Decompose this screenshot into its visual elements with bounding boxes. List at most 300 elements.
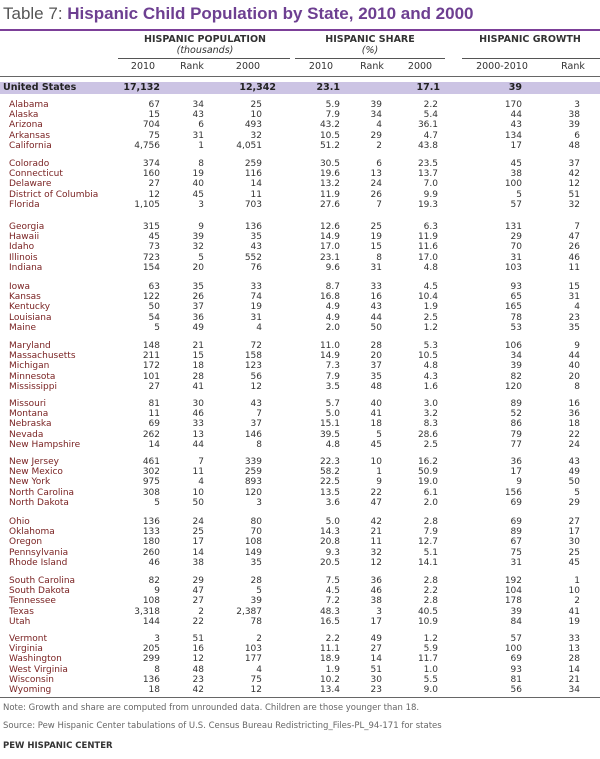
- pop-2010: 18: [148, 684, 160, 695]
- share-2010: 22.5: [319, 477, 340, 488]
- table-row: [0, 430, 600, 440]
- source-text: Source: Pew Hispanic Center tabulations of U.S. Census Bureau Redistricting_Files-PL_94-171 for states: [3, 721, 442, 731]
- table-row: [0, 675, 600, 685]
- share-2010: 13.5: [319, 487, 340, 498]
- share-2000: 2.2: [423, 586, 438, 597]
- share-2010: 10.5: [319, 130, 340, 141]
- growth-rank: 42: [568, 169, 580, 180]
- table-row: [0, 222, 600, 232]
- table-row: [0, 617, 600, 627]
- share-2010: 5.0: [325, 517, 340, 527]
- share-2000: 10.4: [417, 292, 438, 303]
- share-2010: 14.3: [319, 527, 340, 538]
- table-row: [0, 685, 600, 695]
- pop-rank: 11: [192, 467, 204, 478]
- state-block: [0, 457, 600, 508]
- growth-pct: 52: [510, 409, 522, 420]
- share-rank: 12: [370, 557, 382, 568]
- pop-rank: 9: [198, 222, 204, 232]
- share-rank: 51: [370, 664, 382, 675]
- page-title: [3, 4, 474, 30]
- share-2000: 5.5: [423, 674, 438, 685]
- growth-rank: 49: [568, 467, 580, 478]
- state-name: Georgia: [9, 222, 45, 232]
- state-name: Montana: [9, 409, 49, 420]
- share-rank: 30: [370, 674, 382, 685]
- share-2000: 28.6: [417, 429, 438, 440]
- col-growth-rank: Rank: [561, 61, 585, 72]
- pop-2000: 703: [244, 199, 262, 210]
- state-block: [0, 576, 600, 627]
- table-row: [0, 477, 600, 487]
- growth-rank: 43: [568, 457, 580, 467]
- us-pop-2010: 17,132: [123, 82, 160, 93]
- pop-rank: 30: [192, 399, 204, 409]
- pop-rank: 1: [198, 140, 204, 151]
- share-2010: 27.6: [319, 199, 340, 210]
- pop-rank: 5: [198, 252, 204, 263]
- share-rank: 24: [370, 179, 382, 190]
- growth-rank: 3: [574, 100, 580, 110]
- share-rank: 9: [376, 477, 382, 488]
- pop-2010: 180: [142, 537, 160, 548]
- table-row: [0, 110, 600, 120]
- pop-rank: 12: [192, 654, 204, 665]
- share-2010: 58.2: [319, 467, 340, 478]
- pop-2000: 146: [244, 429, 262, 440]
- pop-2000: 259: [244, 159, 262, 169]
- pop-rank: 37: [192, 302, 204, 313]
- pop-2010: 136: [142, 517, 160, 527]
- pop-2000: 5: [256, 586, 262, 597]
- population-underline: [118, 58, 290, 59]
- share-rank: 1: [376, 467, 382, 478]
- pop-2000: 136: [244, 222, 262, 232]
- pop-2010: 975: [142, 477, 160, 488]
- share-2000: 5.3: [423, 341, 438, 351]
- pop-rank: 29: [192, 576, 204, 586]
- growth-pct: 75: [510, 547, 522, 558]
- share-2000: 5.1: [423, 547, 438, 558]
- table-row: [0, 131, 600, 141]
- share-2000: 36.1: [417, 120, 438, 131]
- pop-2000: 2,387: [236, 606, 262, 617]
- share-2000: 4.7: [423, 130, 438, 141]
- table-row: [0, 190, 600, 200]
- state-name: Connecticut: [9, 169, 63, 180]
- growth-rank: 4: [574, 302, 580, 313]
- share-2000: 5.9: [423, 644, 438, 655]
- growth-pct: 31: [510, 252, 522, 263]
- table-row: [0, 644, 600, 654]
- growth-pct: 17: [510, 467, 522, 478]
- share-2000: 23.5: [417, 159, 438, 169]
- us-name: United States: [3, 82, 77, 93]
- pop-2000: 80: [250, 517, 262, 527]
- state-name: Alaska: [9, 110, 39, 121]
- pop-2010: 14: [148, 439, 160, 450]
- growth-pct: 57: [510, 199, 522, 210]
- pop-2000: 33: [250, 282, 262, 292]
- state-name: Nevada: [9, 429, 44, 440]
- pop-2010: 172: [142, 361, 160, 372]
- pop-rank: 14: [192, 547, 204, 558]
- share-rank: 45: [370, 439, 382, 450]
- pop-2000: 3: [256, 497, 262, 508]
- growth-rank: 10: [568, 586, 580, 597]
- pop-rank: 51: [192, 634, 204, 644]
- share-2010: 7.3: [325, 361, 340, 372]
- share-2000: 7.9: [423, 527, 438, 538]
- pop-2010: 308: [142, 487, 160, 498]
- share-2000: 17.0: [417, 252, 438, 263]
- share-rank: 40: [370, 399, 382, 409]
- share-2010: 20.8: [319, 537, 340, 548]
- title-rule: [0, 29, 600, 31]
- share-rank: 35: [370, 371, 382, 382]
- pop-rank: 46: [192, 409, 204, 420]
- pop-rank: 2: [198, 606, 204, 617]
- state-name: Arizona: [9, 120, 43, 131]
- state-name: Massachusetts: [9, 351, 76, 362]
- growth-pct: 65: [510, 292, 522, 303]
- pop-2000: 893: [244, 477, 262, 488]
- growth-pct: 131: [504, 222, 522, 232]
- growth-rank: 30: [568, 537, 580, 548]
- growth-rank: 17: [568, 527, 580, 538]
- growth-rank: 22: [568, 429, 580, 440]
- share-2000: 40.5: [417, 606, 438, 617]
- pop-2000: 31: [250, 312, 262, 323]
- state-block: [0, 517, 600, 568]
- state-block: [0, 222, 600, 273]
- state-block: [0, 282, 600, 333]
- pop-rank: 47: [192, 586, 204, 597]
- growth-pct: 120: [504, 381, 522, 392]
- pop-2000: 32: [250, 130, 262, 141]
- share-2000: 8.3: [423, 419, 438, 430]
- pop-rank: 15: [192, 351, 204, 362]
- table-row: [0, 457, 600, 467]
- share-2010: 3.6: [325, 497, 340, 508]
- growth-rank: 26: [568, 242, 580, 253]
- share-2010: 8.7: [325, 282, 340, 292]
- share-2000: 1.9: [423, 302, 438, 313]
- growth-rank: 51: [568, 189, 580, 200]
- share-2010: 5.7: [325, 399, 340, 409]
- pop-2010: 46: [148, 557, 160, 568]
- table-row: [0, 159, 600, 169]
- share-2000: 4.8: [423, 262, 438, 273]
- pop-2000: 43: [250, 399, 262, 409]
- share-rank: 11: [370, 537, 382, 548]
- state-name: New Jersey: [9, 457, 59, 467]
- share-2010: 39.5: [319, 429, 340, 440]
- state-name: Mississippi: [9, 381, 57, 392]
- share-rank: 41: [370, 409, 382, 420]
- pop-2010: 299: [142, 654, 160, 665]
- growth-rank: 24: [568, 439, 580, 450]
- table-title: Hispanic Child Population by State, 2010 and 2000: [67, 4, 474, 23]
- pop-2010: 11: [148, 409, 160, 420]
- share-rank: 19: [370, 232, 382, 243]
- pop-2000: 39: [250, 596, 262, 607]
- state-name: District of Columbia: [9, 189, 99, 200]
- share-2000: 19.3: [417, 199, 438, 210]
- growth-rank: 41: [568, 606, 580, 617]
- share-2000: 2.8: [423, 596, 438, 607]
- pop-2010: 4,756: [134, 140, 160, 151]
- pop-rank: 35: [192, 282, 204, 292]
- pop-rank: 44: [192, 439, 204, 450]
- share-rank: 22: [370, 487, 382, 498]
- growth-pct: 56: [510, 684, 522, 695]
- share-rank: 36: [370, 576, 382, 586]
- bottom-rule: [0, 697, 600, 698]
- pop-2000: 35: [250, 232, 262, 243]
- pop-2010: 461: [142, 457, 160, 467]
- share-underline: [295, 58, 445, 59]
- pop-rank: 45: [192, 189, 204, 200]
- growth-pct: 165: [504, 302, 522, 313]
- share-2000: 5.4: [423, 110, 438, 121]
- state-block: [0, 159, 600, 210]
- pop-rank: 49: [192, 322, 204, 333]
- pop-2010: 211: [142, 351, 160, 362]
- share-2010: 5.9: [325, 100, 340, 110]
- pop-2000: 72: [250, 341, 262, 351]
- growth-pct: 57: [510, 634, 522, 644]
- share-rank: 13: [370, 169, 382, 180]
- state-name: Alabama: [9, 100, 49, 110]
- pop-2010: 262: [142, 429, 160, 440]
- share-2010: 16.5: [319, 616, 340, 627]
- growth-pct: 93: [510, 664, 522, 675]
- growth-pct: 9: [516, 477, 522, 488]
- pop-rank: 38: [192, 557, 204, 568]
- share-2010: 9.3: [325, 547, 340, 558]
- state-name: Pennsylvania: [9, 547, 69, 558]
- state-name: Utah: [9, 616, 31, 627]
- us-share-2000: 17.1: [416, 82, 440, 93]
- growth-rank: 48: [568, 140, 580, 151]
- share-rank: 37: [370, 361, 382, 372]
- state-name: Louisiana: [9, 312, 52, 323]
- table-row: [0, 517, 600, 527]
- pop-rank: 36: [192, 312, 204, 323]
- growth-pct: 36: [510, 457, 522, 467]
- pop-2010: 67: [148, 100, 160, 110]
- pop-2000: 4: [256, 664, 262, 675]
- table-row: [0, 141, 600, 151]
- share-2010: 19.6: [319, 169, 340, 180]
- share-2010: 23.1: [319, 252, 340, 263]
- growth-pct: 53: [510, 322, 522, 333]
- pop-2010: 1,105: [134, 199, 160, 210]
- share-2010: 14.9: [319, 232, 340, 243]
- table-row: [0, 100, 600, 110]
- pop-rank: 33: [192, 419, 204, 430]
- col-share-2010: 2010: [308, 61, 334, 72]
- state-name: California: [9, 140, 52, 151]
- growth-pct: 86: [510, 419, 522, 430]
- pop-2010: 160: [142, 169, 160, 180]
- pop-2000: 149: [244, 547, 262, 558]
- share-2010: 7.2: [325, 596, 340, 607]
- state-name: North Carolina: [9, 487, 75, 498]
- growth-rank: 14: [568, 664, 580, 675]
- share-2000: 13.7: [417, 169, 438, 180]
- growth-rank: 2: [574, 596, 580, 607]
- state-name: Washington: [9, 654, 62, 665]
- pop-2000: 4,051: [236, 140, 262, 151]
- pop-2010: 154: [142, 262, 160, 273]
- pop-2000: 116: [244, 169, 262, 180]
- pop-2010: 144: [142, 616, 160, 627]
- growth-rank: 9: [574, 341, 580, 351]
- table-row: [0, 242, 600, 252]
- share-2000: 10.5: [417, 351, 438, 362]
- state-name: Wyoming: [9, 684, 52, 695]
- pop-rank: 26: [192, 292, 204, 303]
- share-rank: 49: [370, 634, 382, 644]
- pop-rank: 48: [192, 664, 204, 675]
- pop-rank: 27: [192, 596, 204, 607]
- state-name: Arkansas: [9, 130, 51, 141]
- pop-2000: 28: [250, 576, 262, 586]
- table-label: Table 7:: [3, 4, 63, 23]
- growth-pct: 106: [504, 341, 522, 351]
- state-name: Illinois: [9, 252, 38, 263]
- share-2010: 4.5: [325, 586, 340, 597]
- share-2010: 7.9: [325, 371, 340, 382]
- table-row: [0, 282, 600, 292]
- state-name: Wisconsin: [9, 674, 54, 685]
- pop-2010: 81: [148, 399, 160, 409]
- share-2000: 43.8: [417, 140, 438, 151]
- share-2000: 19.0: [417, 477, 438, 488]
- share-rank: 10: [370, 457, 382, 467]
- share-2000: 11.9: [417, 232, 438, 243]
- share-2000: 4.3: [423, 371, 438, 382]
- pop-2000: 7: [256, 409, 262, 420]
- group-header-growth: [460, 34, 600, 45]
- growth-rank: 13: [568, 644, 580, 655]
- share-rank: 34: [370, 110, 382, 121]
- share-2010: 11.1: [319, 644, 340, 655]
- growth-rank: 1: [574, 576, 580, 586]
- pop-2000: 75: [250, 674, 262, 685]
- table-row: [0, 527, 600, 537]
- share-2010: 22.3: [319, 457, 340, 467]
- pop-rank: 4: [198, 477, 204, 488]
- share-2000: 10.9: [417, 616, 438, 627]
- growth-pct: 69: [510, 497, 522, 508]
- growth-pct: 134: [504, 130, 522, 141]
- pop-2000: 103: [244, 644, 262, 655]
- population-group-title: HISPANIC POPULATION: [144, 34, 266, 45]
- growth-pct: 34: [510, 351, 522, 362]
- state-name: Kansas: [9, 292, 41, 303]
- table-row: [0, 323, 600, 333]
- pop-2000: 8: [256, 439, 262, 450]
- pop-2010: 374: [142, 159, 160, 169]
- pop-rank: 8: [198, 159, 204, 169]
- share-2010: 48.3: [319, 606, 340, 617]
- growth-pct: 84: [510, 616, 522, 627]
- pop-2010: 133: [142, 527, 160, 538]
- share-rank: 42: [370, 517, 382, 527]
- growth-pct: 178: [504, 596, 522, 607]
- growth-pct: 77: [510, 439, 522, 450]
- state-name: Virginia: [9, 644, 43, 655]
- pop-2010: 9: [154, 586, 160, 597]
- pop-2000: 78: [250, 616, 262, 627]
- pop-rank: 50: [192, 497, 204, 508]
- pop-2000: 43: [250, 242, 262, 253]
- growth-rank: 37: [568, 159, 580, 169]
- pop-2010: 54: [148, 312, 160, 323]
- growth-rank: 32: [568, 199, 580, 210]
- us-share-2010: 23.1: [316, 82, 340, 93]
- share-rank: 38: [370, 596, 382, 607]
- growth-rank: 44: [568, 351, 580, 362]
- growth-rank: 25: [568, 547, 580, 558]
- growth-pct: 93: [510, 282, 522, 292]
- share-rank: 32: [370, 547, 382, 558]
- growth-rank: 29: [568, 497, 580, 508]
- pop-2000: 10: [250, 110, 262, 121]
- state-name: Tennessee: [9, 596, 56, 607]
- share-rank: 29: [370, 130, 382, 141]
- growth-pct: 38: [510, 169, 522, 180]
- pop-2010: 260: [142, 547, 160, 558]
- state-block: [0, 634, 600, 695]
- share-rank: 44: [370, 312, 382, 323]
- share-2000: 14.1: [417, 557, 438, 568]
- share-rank: 26: [370, 189, 382, 200]
- share-rank: 50: [370, 322, 382, 333]
- growth-pct: 5: [516, 189, 522, 200]
- growth-rank: 47: [568, 232, 580, 243]
- pop-2010: 63: [148, 282, 160, 292]
- pop-2010: 12: [148, 189, 160, 200]
- pop-2010: 75: [148, 130, 160, 141]
- pop-2010: 8: [154, 664, 160, 675]
- pop-2000: 76: [250, 262, 262, 273]
- pop-rank: 20: [192, 262, 204, 273]
- pop-rank: 43: [192, 110, 204, 121]
- share-2010: 7.5: [325, 576, 340, 586]
- table-row: [0, 634, 600, 644]
- share-2010: 30.5: [319, 159, 340, 169]
- pop-rank: 19: [192, 169, 204, 180]
- state-name: Missouri: [9, 399, 47, 409]
- growth-pct: 78: [510, 312, 522, 323]
- state-name: Texas: [9, 606, 34, 617]
- table-row: [0, 665, 600, 675]
- growth-pct: 39: [510, 606, 522, 617]
- share-2000: 3.2: [423, 409, 438, 420]
- share-2010: 4.9: [325, 302, 340, 313]
- growth-pct: 69: [510, 654, 522, 665]
- share-rank: 15: [370, 242, 382, 253]
- pop-2000: 11: [250, 189, 262, 200]
- share-2010: 10.2: [319, 674, 340, 685]
- share-2010: 1.9: [325, 664, 340, 675]
- growth-pct: 103: [504, 262, 522, 273]
- share-2000: 4.5: [423, 282, 438, 292]
